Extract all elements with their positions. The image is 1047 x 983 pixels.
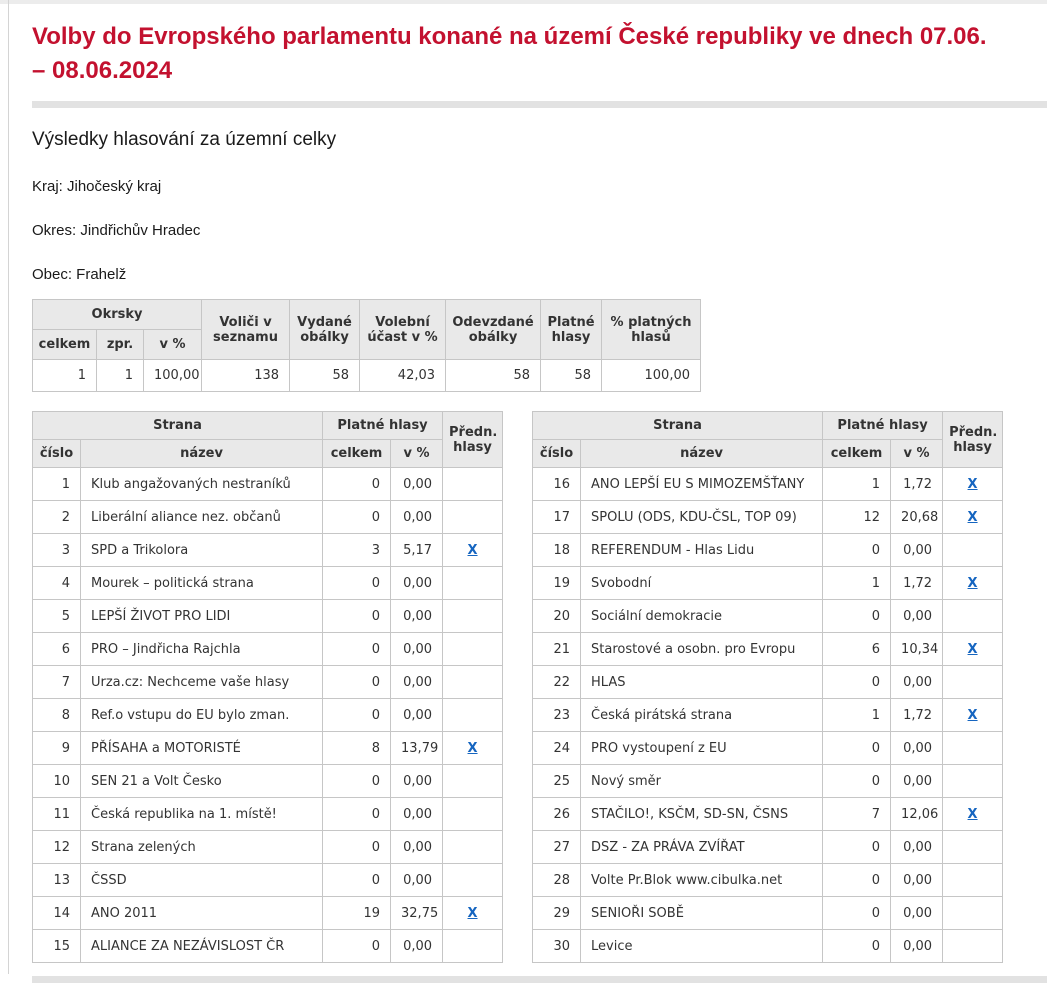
vydane-obalky-header: Vydané obálky <box>290 300 360 360</box>
pref-votes-cell <box>443 930 503 963</box>
party-number: 22 <box>533 666 581 699</box>
party-row <box>33 897 503 930</box>
party-row <box>33 567 503 600</box>
party-number: 4 <box>33 567 81 600</box>
ucast-value: 42,03 <box>360 360 446 392</box>
party-name: Urza.cz: Nechceme vaše hlasy <box>81 666 323 699</box>
platne-hlasy-value: 58 <box>541 360 602 392</box>
party-name: PŘÍSAHA a MOTORISTÉ <box>81 732 323 765</box>
pref-votes-cell <box>943 732 1003 765</box>
party-number: 10 <box>33 765 81 798</box>
party-row <box>533 699 1003 732</box>
pref-votes-cell <box>943 567 1003 600</box>
top-edge-strip <box>0 0 1047 4</box>
party-number: 1 <box>33 468 81 501</box>
celkem-header: celkem <box>323 440 391 468</box>
party-number: 6 <box>33 633 81 666</box>
party-percent: 0,00 <box>391 666 443 699</box>
party-percent: 1,72 <box>891 699 943 732</box>
page-content <box>0 20 1047 983</box>
party-results <box>32 411 1047 963</box>
party-votes: 0 <box>323 798 391 831</box>
party-votes: 0 <box>823 534 891 567</box>
party-row <box>33 765 503 798</box>
pref-votes-cell <box>943 864 1003 897</box>
party-row <box>533 732 1003 765</box>
strana-header: Strana <box>533 412 823 440</box>
party-number: 17 <box>533 501 581 534</box>
odevzdane-obalky-value: 58 <box>446 360 541 392</box>
party-percent: 0,00 <box>891 732 943 765</box>
pref-votes-link[interactable]: X <box>967 708 978 723</box>
pref-votes-cell <box>943 930 1003 963</box>
party-percent: 0,00 <box>391 699 443 732</box>
party-votes: 0 <box>823 600 891 633</box>
party-number: 28 <box>533 864 581 897</box>
pref-votes-link[interactable]: X <box>967 477 978 492</box>
party-name: SPD a Trikolora <box>81 534 323 567</box>
party-number: 19 <box>533 567 581 600</box>
party-number: 26 <box>533 798 581 831</box>
party-votes: 3 <box>323 534 391 567</box>
party-number: 16 <box>533 468 581 501</box>
party-votes: 0 <box>323 765 391 798</box>
party-number: 30 <box>533 930 581 963</box>
party-number: 8 <box>33 699 81 732</box>
party-name: HLAS <box>581 666 823 699</box>
party-row <box>533 930 1003 963</box>
party-row <box>33 633 503 666</box>
party-row <box>33 534 503 567</box>
party-number: 25 <box>533 765 581 798</box>
party-votes: 0 <box>323 600 391 633</box>
party-table-left <box>32 411 503 963</box>
party-percent: 0,00 <box>891 864 943 897</box>
party-votes: 0 <box>323 831 391 864</box>
party-name: Volte Pr.Blok www.cibulka.net <box>581 864 823 897</box>
party-number: 14 <box>33 897 81 930</box>
party-row <box>533 666 1003 699</box>
footer-divider <box>32 976 1047 983</box>
party-votes: 8 <box>323 732 391 765</box>
party-votes: 0 <box>823 732 891 765</box>
party-row <box>533 501 1003 534</box>
party-name: Mourek – politická strana <box>81 567 323 600</box>
party-percent: 0,00 <box>891 600 943 633</box>
pref-votes-cell <box>943 897 1003 930</box>
celkem-header: celkem <box>823 440 891 468</box>
strana-header: Strana <box>33 412 323 440</box>
party-votes: 0 <box>823 864 891 897</box>
platne-hlasy-header: Platné hlasy <box>541 300 602 360</box>
okrsky-vpct-header: v % <box>144 330 202 360</box>
party-name: REFERENDUM - Hlas Lidu <box>581 534 823 567</box>
okres-line: Okres: Jindřichův Hradec <box>32 222 201 239</box>
party-row <box>533 864 1003 897</box>
party-percent: 1,72 <box>891 567 943 600</box>
party-votes: 1 <box>823 468 891 501</box>
pref-votes-cell <box>943 666 1003 699</box>
pref-votes-cell <box>943 600 1003 633</box>
party-percent: 5,17 <box>391 534 443 567</box>
party-percent: 0,00 <box>391 930 443 963</box>
party-row <box>533 567 1003 600</box>
ucast-header: Volební účast v % <box>360 300 446 360</box>
pref-votes-cell <box>943 798 1003 831</box>
party-row <box>33 699 503 732</box>
pref-votes-cell <box>943 765 1003 798</box>
party-percent: 0,00 <box>391 501 443 534</box>
odevzdane-obalky-header: Odevzdané obálky <box>446 300 541 360</box>
party-percent: 0,00 <box>391 633 443 666</box>
pref-votes-cell <box>943 468 1003 501</box>
vydane-obalky-value: 58 <box>290 360 360 392</box>
platne-hlasy-group-header: Platné hlasy <box>823 412 943 440</box>
okrsky-vpct-value: 100,00 <box>144 360 202 392</box>
party-votes: 0 <box>323 930 391 963</box>
pref-votes-link[interactable]: X <box>967 510 978 525</box>
pct-platnych-value: 100,00 <box>602 360 701 392</box>
party-name: Ref.o vstupu do EU bylo zman. <box>81 699 323 732</box>
pref-votes-link[interactable]: X <box>967 807 978 822</box>
cislo-header: číslo <box>533 440 581 468</box>
pref-votes-cell <box>943 501 1003 534</box>
party-number: 12 <box>33 831 81 864</box>
party-number: 11 <box>33 798 81 831</box>
cislo-header: číslo <box>33 440 81 468</box>
party-row <box>33 831 503 864</box>
header-divider <box>32 101 1047 108</box>
party-row <box>33 930 503 963</box>
vpct-header: v % <box>391 440 443 468</box>
party-percent: 0,00 <box>391 831 443 864</box>
party-votes: 0 <box>823 666 891 699</box>
party-votes: 1 <box>823 699 891 732</box>
pref-votes-cell <box>443 897 503 930</box>
party-votes: 0 <box>823 765 891 798</box>
party-votes: 0 <box>323 699 391 732</box>
pref-votes-cell <box>943 699 1003 732</box>
party-row <box>533 831 1003 864</box>
party-votes: 0 <box>323 633 391 666</box>
party-number: 15 <box>33 930 81 963</box>
party-number: 5 <box>33 600 81 633</box>
party-number: 23 <box>533 699 581 732</box>
party-row <box>33 666 503 699</box>
party-row <box>533 633 1003 666</box>
party-name: SENIOŘI SOBĚ <box>581 897 823 930</box>
okrsky-zpr-header: zpr. <box>97 330 144 360</box>
party-row <box>33 798 503 831</box>
pref-votes-cell <box>943 633 1003 666</box>
volici-value: 138 <box>202 360 290 392</box>
party-name: ALIANCE ZA NEZÁVISLOST ČR <box>81 930 323 963</box>
party-number: 7 <box>33 666 81 699</box>
party-number: 3 <box>33 534 81 567</box>
party-row <box>33 501 503 534</box>
vpct-header: v % <box>891 440 943 468</box>
party-number: 20 <box>533 600 581 633</box>
party-votes: 0 <box>323 666 391 699</box>
turnout-summary-table <box>32 299 701 392</box>
party-votes: 0 <box>823 897 891 930</box>
party-number: 18 <box>533 534 581 567</box>
pref-votes-cell <box>443 765 503 798</box>
party-percent: 0,00 <box>391 864 443 897</box>
party-row <box>533 897 1003 930</box>
party-percent: 0,00 <box>891 897 943 930</box>
volici-header: Voliči v seznamu <box>202 300 290 360</box>
pref-votes-cell <box>443 567 503 600</box>
party-percent: 0,00 <box>891 930 943 963</box>
party-percent: 0,00 <box>391 567 443 600</box>
party-number: 13 <box>33 864 81 897</box>
platne-hlasy-group-header: Platné hlasy <box>323 412 443 440</box>
party-votes: 7 <box>823 798 891 831</box>
party-table-right <box>532 411 1003 963</box>
nazev-header: název <box>81 440 323 468</box>
party-number: 27 <box>533 831 581 864</box>
pref-votes-link[interactable]: X <box>467 741 478 756</box>
party-percent: 0,00 <box>391 468 443 501</box>
okrsky-header: Okrsky <box>33 300 202 330</box>
pref-votes-cell <box>443 468 503 501</box>
party-name: Starostové a osobn. pro Evropu <box>581 633 823 666</box>
party-row <box>533 534 1003 567</box>
party-name: Česká republika na 1. místě! <box>81 798 323 831</box>
party-name: DSZ - ZA PRÁVA ZVÍŘAT <box>581 831 823 864</box>
party-percent: 32,75 <box>391 897 443 930</box>
okrsky-celkem-header: celkem <box>33 330 97 360</box>
pref-votes-cell <box>943 831 1003 864</box>
party-percent: 10,34 <box>891 633 943 666</box>
party-votes: 6 <box>823 633 891 666</box>
party-name: STAČILO!, KSČM, SD-SN, ČSNS <box>581 798 823 831</box>
party-name: Levice <box>581 930 823 963</box>
pref-votes-cell <box>943 534 1003 567</box>
party-row <box>33 864 503 897</box>
party-row <box>33 468 503 501</box>
pref-votes-link[interactable]: X <box>467 906 478 921</box>
page-left-edge-line <box>8 0 9 974</box>
party-percent: 0,00 <box>891 765 943 798</box>
pref-votes-link[interactable]: X <box>467 543 478 558</box>
pref-votes-cell <box>443 699 503 732</box>
kraj-line: Kraj: Jihočeský kraj <box>32 178 162 195</box>
predn-hlasy-header: Předn. hlasy <box>443 412 503 468</box>
party-number: 9 <box>33 732 81 765</box>
okrsky-zpr-value: 1 <box>97 360 144 392</box>
party-name: Česká pirátská strana <box>581 699 823 732</box>
party-number: 21 <box>533 633 581 666</box>
territory-info <box>32 178 1047 283</box>
party-row <box>33 732 503 765</box>
party-percent: 0,00 <box>391 798 443 831</box>
party-name: SEN 21 a Volt Česko <box>81 765 323 798</box>
party-percent: 13,79 <box>391 732 443 765</box>
party-number: 29 <box>533 897 581 930</box>
section-title: Výsledky hlasování za územní celky <box>32 129 337 150</box>
okrsky-celkem-value: 1 <box>33 360 97 392</box>
party-name: Klub angažovaných nestraníků <box>81 468 323 501</box>
pref-votes-cell <box>443 666 503 699</box>
obec-line: Obec: Frahelž <box>32 266 127 283</box>
party-percent: 1,72 <box>891 468 943 501</box>
party-name: SPOLU (ODS, KDU-ČSL, TOP 09) <box>581 501 823 534</box>
party-name: Sociální demokracie <box>581 600 823 633</box>
party-row <box>533 468 1003 501</box>
predn-hlasy-header: Předn. hlasy <box>943 412 1003 468</box>
party-name: Strana zelených <box>81 831 323 864</box>
party-number: 2 <box>33 501 81 534</box>
pref-votes-cell <box>443 864 503 897</box>
party-votes: 1 <box>823 567 891 600</box>
nazev-header: název <box>581 440 823 468</box>
pref-votes-cell <box>443 633 503 666</box>
party-votes: 0 <box>323 501 391 534</box>
party-row <box>533 765 1003 798</box>
party-name: LEPŠÍ ŽIVOT PRO LIDI <box>81 600 323 633</box>
party-number: 24 <box>533 732 581 765</box>
turnout-summary-row <box>33 360 701 392</box>
party-votes: 12 <box>823 501 891 534</box>
party-percent: 0,00 <box>391 765 443 798</box>
party-row <box>33 600 503 633</box>
party-votes: 0 <box>823 930 891 963</box>
party-votes: 0 <box>323 864 391 897</box>
party-percent: 0,00 <box>891 534 943 567</box>
party-name: Liberální aliance nez. občanů <box>81 501 323 534</box>
party-row <box>533 600 1003 633</box>
party-percent: 0,00 <box>391 600 443 633</box>
party-row <box>533 798 1003 831</box>
pref-votes-link[interactable]: X <box>967 576 978 591</box>
party-name: PRO – Jindřicha Rajchla <box>81 633 323 666</box>
pref-votes-cell <box>443 798 503 831</box>
party-name: ČSSD <box>81 864 323 897</box>
party-percent: 0,00 <box>891 666 943 699</box>
pref-votes-cell <box>443 732 503 765</box>
party-name: ANO 2011 <box>81 897 323 930</box>
party-name: PRO vystoupení z EU <box>581 732 823 765</box>
party-percent: 12,06 <box>891 798 943 831</box>
party-name: ANO LEPŠÍ EU S MIMOZEMŠŤANY <box>581 468 823 501</box>
pref-votes-cell <box>443 831 503 864</box>
page-title: Volby do Evropského parlamentu konané na území České republiky ve dnech 07.06. – 08.06.2024 <box>32 23 987 84</box>
pref-votes-link[interactable]: X <box>967 642 978 657</box>
party-name: Nový směr <box>581 765 823 798</box>
pref-votes-cell <box>443 600 503 633</box>
party-votes: 0 <box>823 831 891 864</box>
party-votes: 19 <box>323 897 391 930</box>
party-votes: 0 <box>323 567 391 600</box>
party-name: Svobodní <box>581 567 823 600</box>
party-votes: 0 <box>323 468 391 501</box>
pct-platnych-header: % platných hlasů <box>602 300 701 360</box>
pref-votes-cell <box>443 501 503 534</box>
pref-votes-cell <box>443 534 503 567</box>
party-percent: 0,00 <box>891 831 943 864</box>
party-percent: 20,68 <box>891 501 943 534</box>
